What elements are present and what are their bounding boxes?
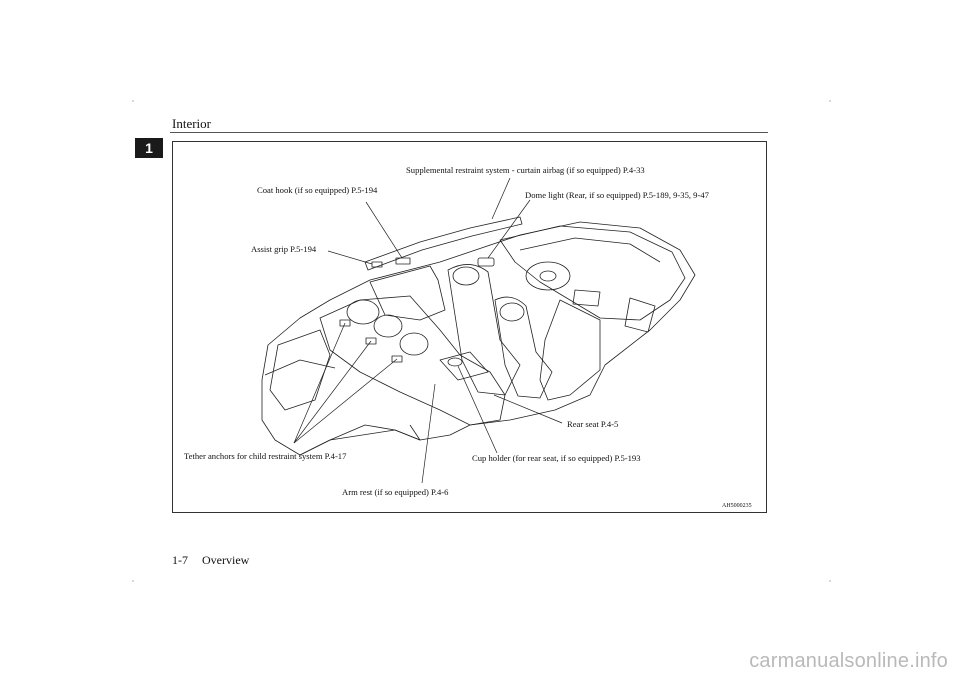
callout-dome-light: Dome light (Rear, if so equipped) P.5-189, 9-35, 9-47 — [525, 190, 709, 200]
page-header-title: Interior — [172, 116, 211, 131]
callout-rear-seat: Rear seat P.4-5 — [567, 419, 619, 429]
page-number: 1-7 — [172, 553, 188, 567]
callout-airbag: Supplemental restraint system - curtain airbag (if so equipped) P.4-33 — [406, 165, 645, 175]
section-name: Overview — [202, 553, 250, 567]
callout-arm-rest: Arm rest (if so equipped) P.4-6 — [342, 487, 449, 497]
callout-cup-holder: Cup holder (for rear seat, if so equipped) P.5-193 — [472, 453, 641, 463]
callout-assist-grip: Assist grip P.5-194 — [251, 244, 317, 254]
page-footer — [172, 553, 263, 568]
watermark-text: carmanualsonline.info — [749, 650, 948, 672]
figure-code: AH5000235 — [722, 503, 752, 509]
chapter-tab: 1 — [135, 138, 163, 158]
callout-tether-anchors: Tether anchors for child restraint system P.4-17 — [184, 451, 347, 461]
callout-coat-hook: Coat hook (if so equipped) P.5-194 — [257, 185, 378, 195]
